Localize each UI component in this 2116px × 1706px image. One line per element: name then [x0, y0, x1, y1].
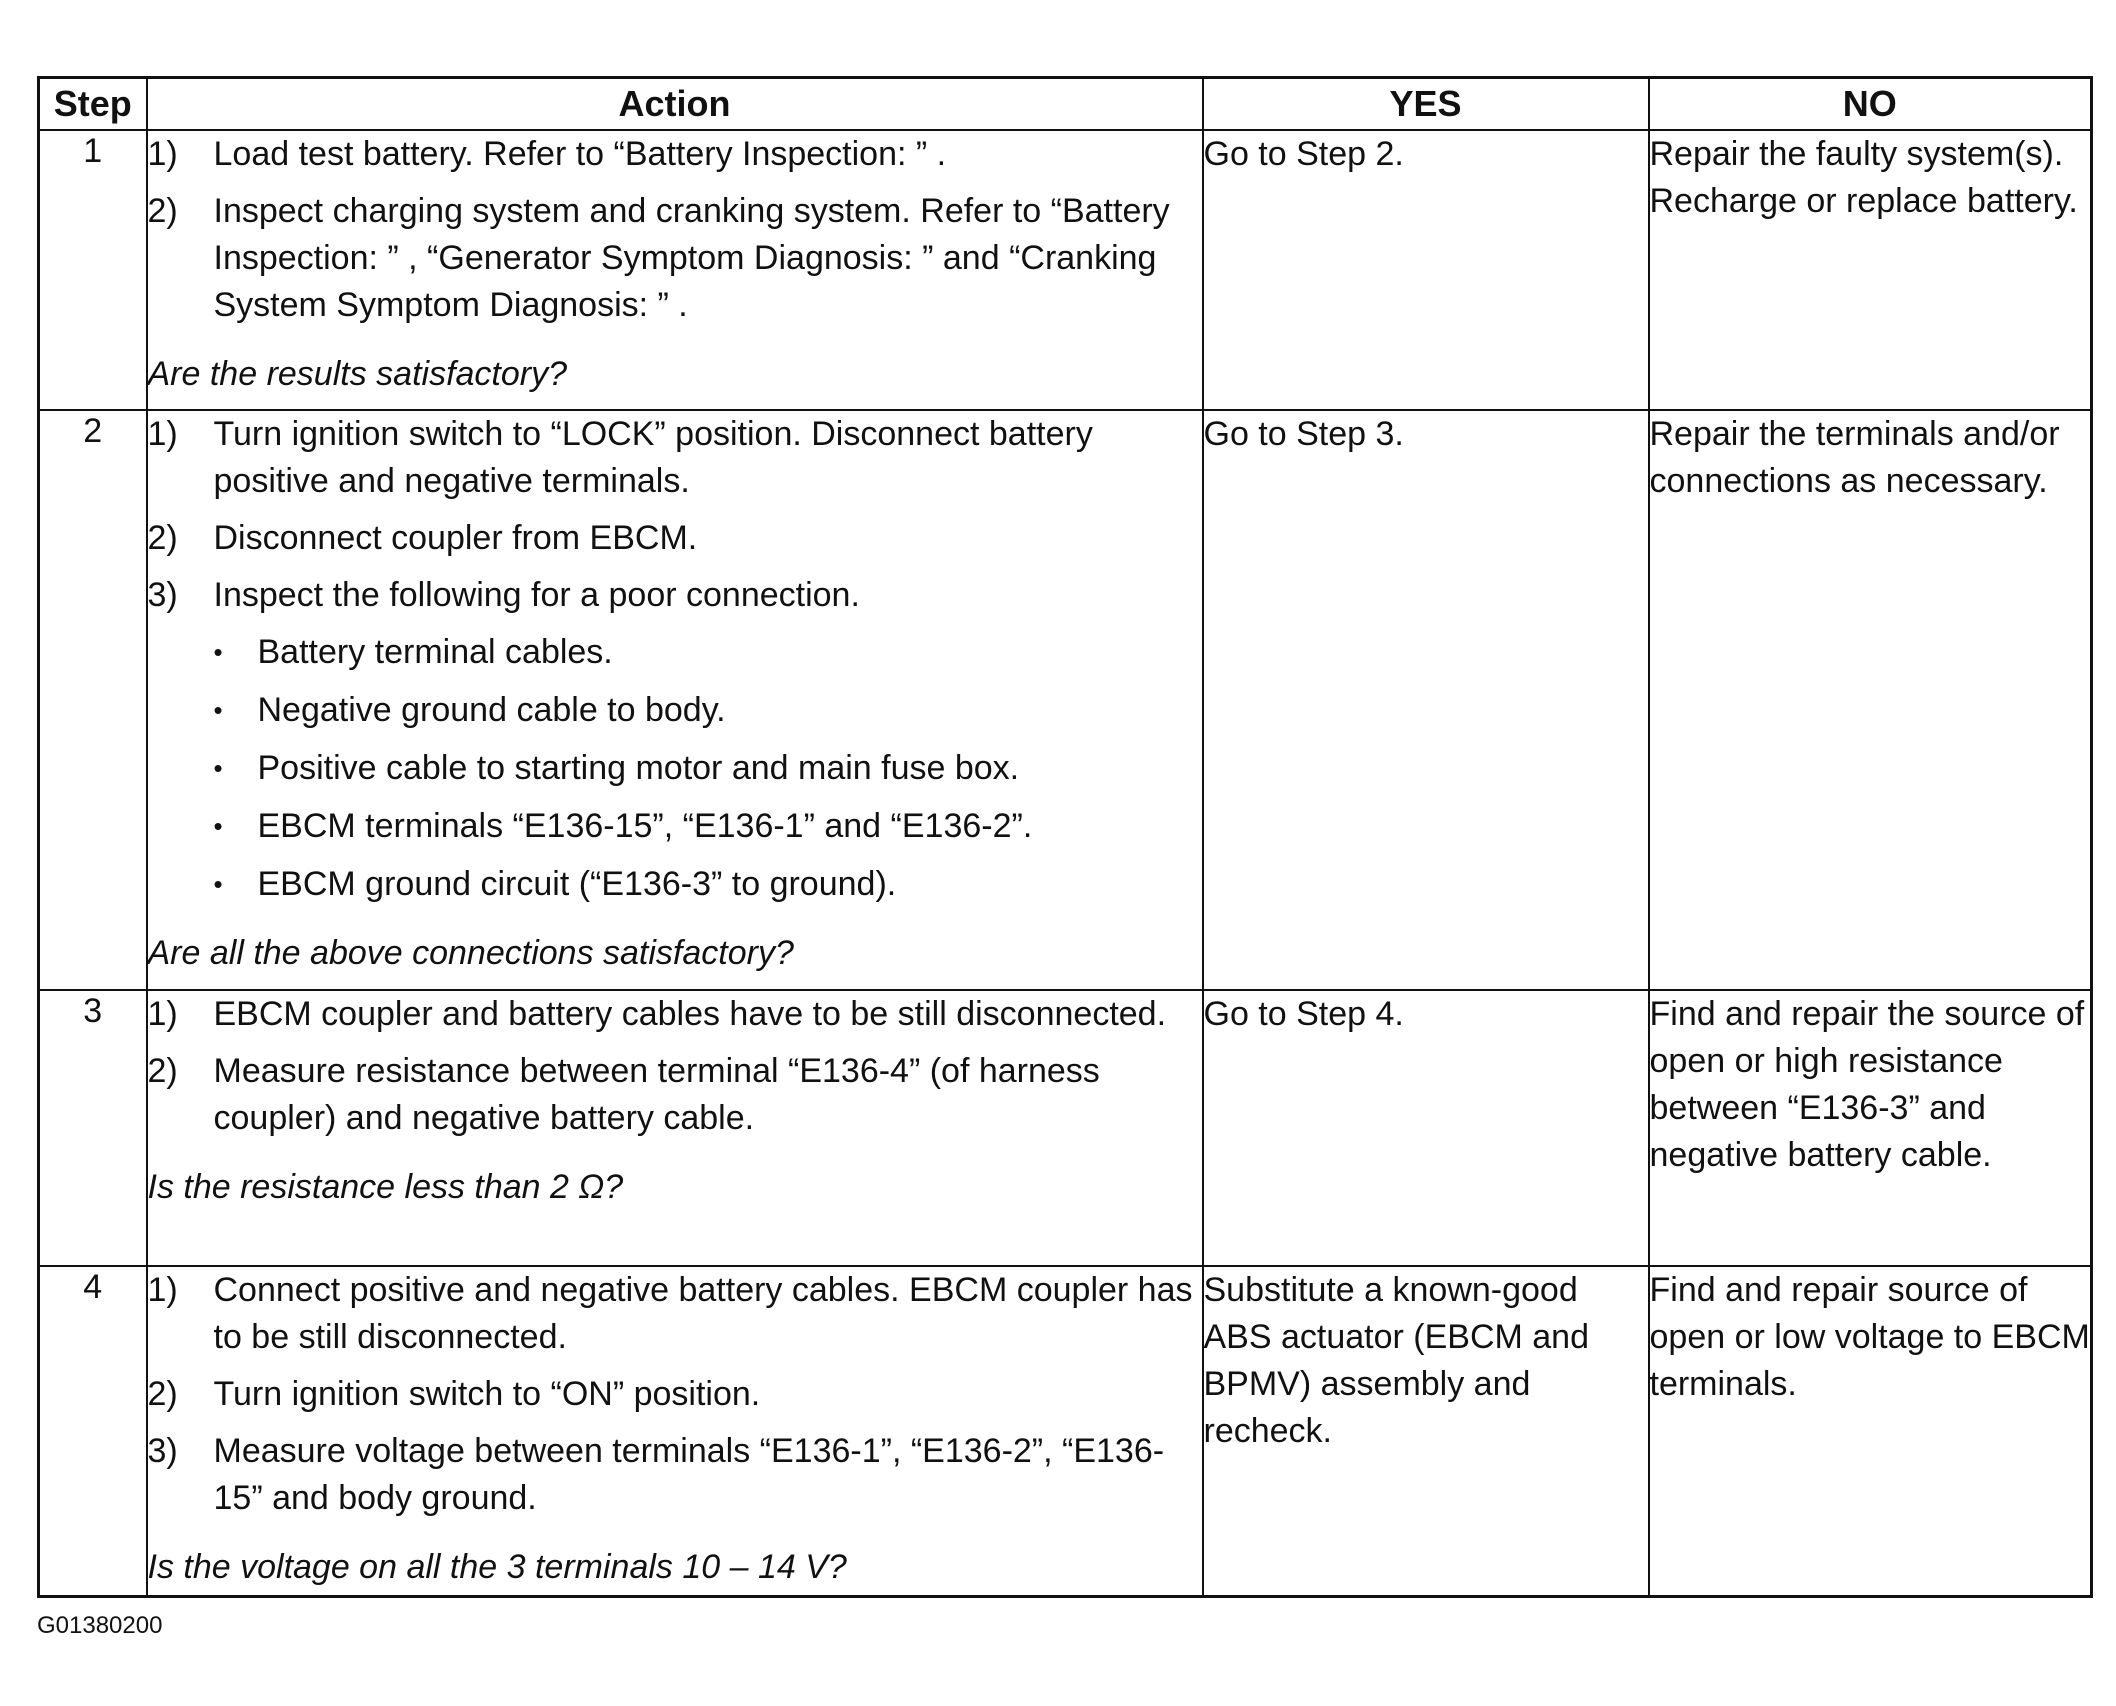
- step-number: 3: [39, 990, 147, 1266]
- bullet-icon: •: [213, 695, 223, 725]
- bullet-text: EBCM terminals “E136-15”, “E136-1” and “E136-2”.: [257, 807, 1033, 845]
- action-cell: [147, 1266, 1203, 1596]
- bullet-text: EBCM ground circuit (“E136-3” to ground).: [257, 865, 897, 903]
- table-row: [39, 410, 2092, 990]
- table-row: [39, 1266, 2092, 1596]
- substep: [148, 1267, 1202, 1361]
- header-action: Action: [147, 78, 1203, 131]
- yes-result: Go to Step 3.: [1203, 410, 1649, 990]
- bullet-item: [214, 629, 1202, 676]
- table-header-row: [39, 78, 2092, 131]
- header-no: NO: [1649, 78, 2092, 131]
- yes-result: Substitute a known-good ABS actuator (EBCM and BPMV) assembly and recheck.: [1203, 1266, 1649, 1596]
- no-result: Repair the faulty system(s). Recharge or replace battery.: [1649, 130, 2092, 410]
- substep-text: Load test battery. Refer to “Battery Inspection: ” .: [213, 135, 947, 173]
- substep-text: Turn ignition switch to “ON” position.: [213, 1375, 761, 1413]
- substep-number: 1): [147, 995, 178, 1033]
- substep: [148, 1371, 1202, 1418]
- step-question: Are all the above connections satisfactory?: [147, 934, 794, 972]
- diagnostic-table: [37, 76, 2093, 1598]
- action-cell: [147, 990, 1203, 1266]
- substep-number: 1): [147, 415, 178, 453]
- table-row: [39, 130, 2092, 410]
- step-question: Is the voltage on all the 3 terminals 10 – 14 V?: [147, 1548, 847, 1586]
- substep-number: 2): [147, 192, 178, 230]
- substep: [148, 1048, 1202, 1142]
- substep-number: 1): [147, 1271, 178, 1309]
- substep-number: 2): [147, 519, 178, 557]
- substep: [148, 515, 1202, 562]
- substep-text: EBCM coupler and battery cables have to be still disconnected.: [213, 995, 1167, 1033]
- substep-text: Inspect charging system and cranking system. Refer to “Battery Inspection: ” , “Generator Symptom Diagnosis: ” and “Cranking System Symptom Diagnosis: ” .: [213, 192, 1170, 324]
- substep-number: 2): [147, 1052, 178, 1090]
- substep: [148, 1428, 1202, 1522]
- substep-text: Inspect the following for a poor connection.: [213, 576, 860, 614]
- step-number: 2: [39, 410, 147, 990]
- substep-number: 1): [147, 135, 178, 173]
- table-row: [39, 990, 2092, 1266]
- bullet-item: [214, 803, 1202, 850]
- yes-result: Go to Step 4.: [1203, 990, 1649, 1266]
- bullet-item: [214, 687, 1202, 734]
- substep: [148, 991, 1202, 1038]
- substep-text: Disconnect coupler from EBCM.: [213, 519, 698, 557]
- action-cell: [147, 410, 1203, 990]
- header-yes: YES: [1203, 78, 1649, 131]
- step-number: 1: [39, 130, 147, 410]
- substep-text: Turn ignition switch to “LOCK” position. Disconnect battery positive and negative terminals.: [213, 415, 1093, 500]
- step-question: Is the resistance less than 2 Ω?: [147, 1168, 624, 1206]
- substep: [148, 411, 1202, 505]
- substep-number: 3): [147, 1432, 178, 1470]
- step-number: 4: [39, 1266, 147, 1596]
- substep: [148, 131, 1202, 178]
- bullet-icon: •: [213, 637, 223, 667]
- substep-text: Connect positive and negative battery cables. EBCM coupler has to be still disconnected.: [213, 1271, 1193, 1356]
- figure-id: G01380200: [37, 1612, 163, 1639]
- substep-text: Measure resistance between terminal “E136-4” (of harness coupler) and negative battery cable.: [213, 1052, 1100, 1137]
- bullet-text: Positive cable to starting motor and main fuse box.: [257, 749, 1020, 787]
- action-cell: [147, 130, 1203, 410]
- no-result: Repair the terminals and/or connections as necessary.: [1649, 410, 2092, 990]
- bullet-item: [214, 861, 1202, 908]
- substep-text: Measure voltage between terminals “E136-1”, “E136-2”, “E136-15” and body ground.: [213, 1432, 1165, 1517]
- no-result: Find and repair source of open or low voltage to EBCM terminals.: [1649, 1266, 2092, 1596]
- bullet-icon: •: [213, 869, 223, 899]
- header-step: Step: [39, 78, 147, 131]
- bullet-icon: •: [213, 811, 223, 841]
- substep-number: 3): [147, 576, 178, 614]
- substep-number: 2): [147, 1375, 178, 1413]
- substep: [148, 572, 1202, 619]
- bullet-text: Battery terminal cables.: [257, 633, 613, 671]
- bullet-icon: •: [213, 753, 223, 783]
- step-question: Are the results satisfactory?: [147, 355, 568, 393]
- no-result: Find and repair the source of open or high resistance between “E136-3” and negative battery cable.: [1649, 990, 2092, 1266]
- yes-result: Go to Step 2.: [1203, 130, 1649, 410]
- bullet-text: Negative ground cable to body.: [257, 691, 726, 729]
- bullet-item: [214, 745, 1202, 792]
- substep: [148, 188, 1202, 329]
